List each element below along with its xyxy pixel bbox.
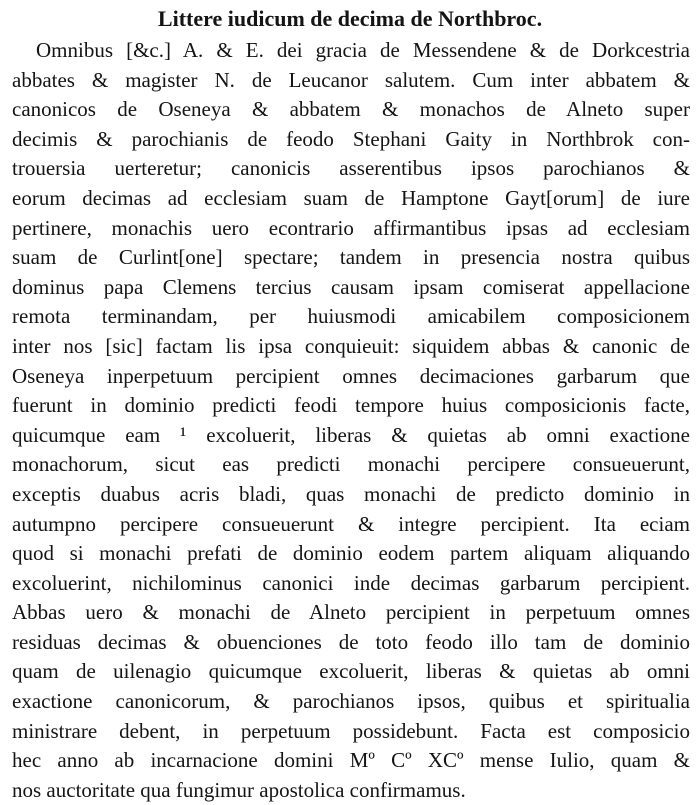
text-line: canonicos de Oseneya & abbatem & monachos de Alneto super	[12, 97, 690, 122]
text-line: hec anno ab incarnacione domini Mº Cº XCº mense Iulio, quam &	[12, 748, 690, 773]
text-line: abbates & magister N. de Leucanor salutem. Cum inter abbatem &	[12, 67, 690, 92]
text-line: trouersia uerteretur; canonicis asserentibus ipsos parochianos &	[12, 156, 690, 181]
text-line: dominus papa Clemens tercius causam ipsam comiserat appellacione	[12, 274, 690, 299]
text-line: quam de uilenagio quicumque excoluerit, liberas & quietas ab omni	[12, 659, 690, 684]
text-line: eorum decimas ad ecclesiam suam de Hamptone Gayt[orum] de iure	[12, 185, 690, 210]
document-title: Littere iudicum de decima de Northbroc.	[157, 6, 543, 31]
text-line: quicumque eam ¹ excoluerit, liberas & quietas ab omni exactione	[12, 422, 690, 447]
text-line: suam de Curlint[one] spectare; tandem in presencia nostra quibus	[12, 245, 690, 270]
text-line: nos auctoritate qua fungimur apostolica confirmamus.	[12, 777, 466, 802]
text-line: exactione canonicorum, & parochianos ipsos, quibus et spiritualia	[12, 689, 690, 714]
text-line: pertinere, monachis uero econtrario affirmantibus ipsas ad ecclesiam	[12, 215, 690, 240]
text-line: Omnibus [&c.] A. & E. dei gracia de Messendene & de Dorkcestria	[36, 38, 690, 62]
text-line: autumpno percipere consueuerunt & integre percipient. Ita eciam	[12, 511, 690, 536]
document-body	[12, 36, 690, 805]
text-line: decimis & parochianis de feodo Stephani Gaity in Northbrok con-	[12, 126, 690, 151]
text-line: monachorum, sicut eas predicti monachi percipere consueuerunt,	[12, 452, 690, 477]
text-line: inter nos [sic] factam lis ipsa conquieuit: siquidem abbas & canonic de	[12, 333, 690, 358]
text-line: ministrare debent, in perpetuum possidebunt. Facta est composicio	[12, 718, 690, 743]
text-line: excoluerint, nichilominus canonici inde decimas garbarum percipient.	[12, 570, 690, 595]
text-line: quod si monachi prefati de dominio eodem partem aliquam aliquando	[12, 541, 690, 566]
text-line: remota terminandam, per huiusmodi amicabilem composicionem	[12, 304, 690, 329]
text-line: Abbas uero & monachi de Alneto percipient in perpetuum omnes	[12, 600, 690, 625]
text-line: exceptis duabus acris bladi, quas monachi de predicto dominio in	[12, 481, 690, 506]
text-line: Oseneya inperpetuum percipient omnes decimaciones garbarum que	[12, 363, 690, 388]
text-line: residuas decimas & obuenciones de toto feodo illo tam de dominio	[12, 629, 690, 654]
text-line: fuerunt in dominio predicti feodi tempore huius composicionis facte,	[12, 393, 690, 418]
